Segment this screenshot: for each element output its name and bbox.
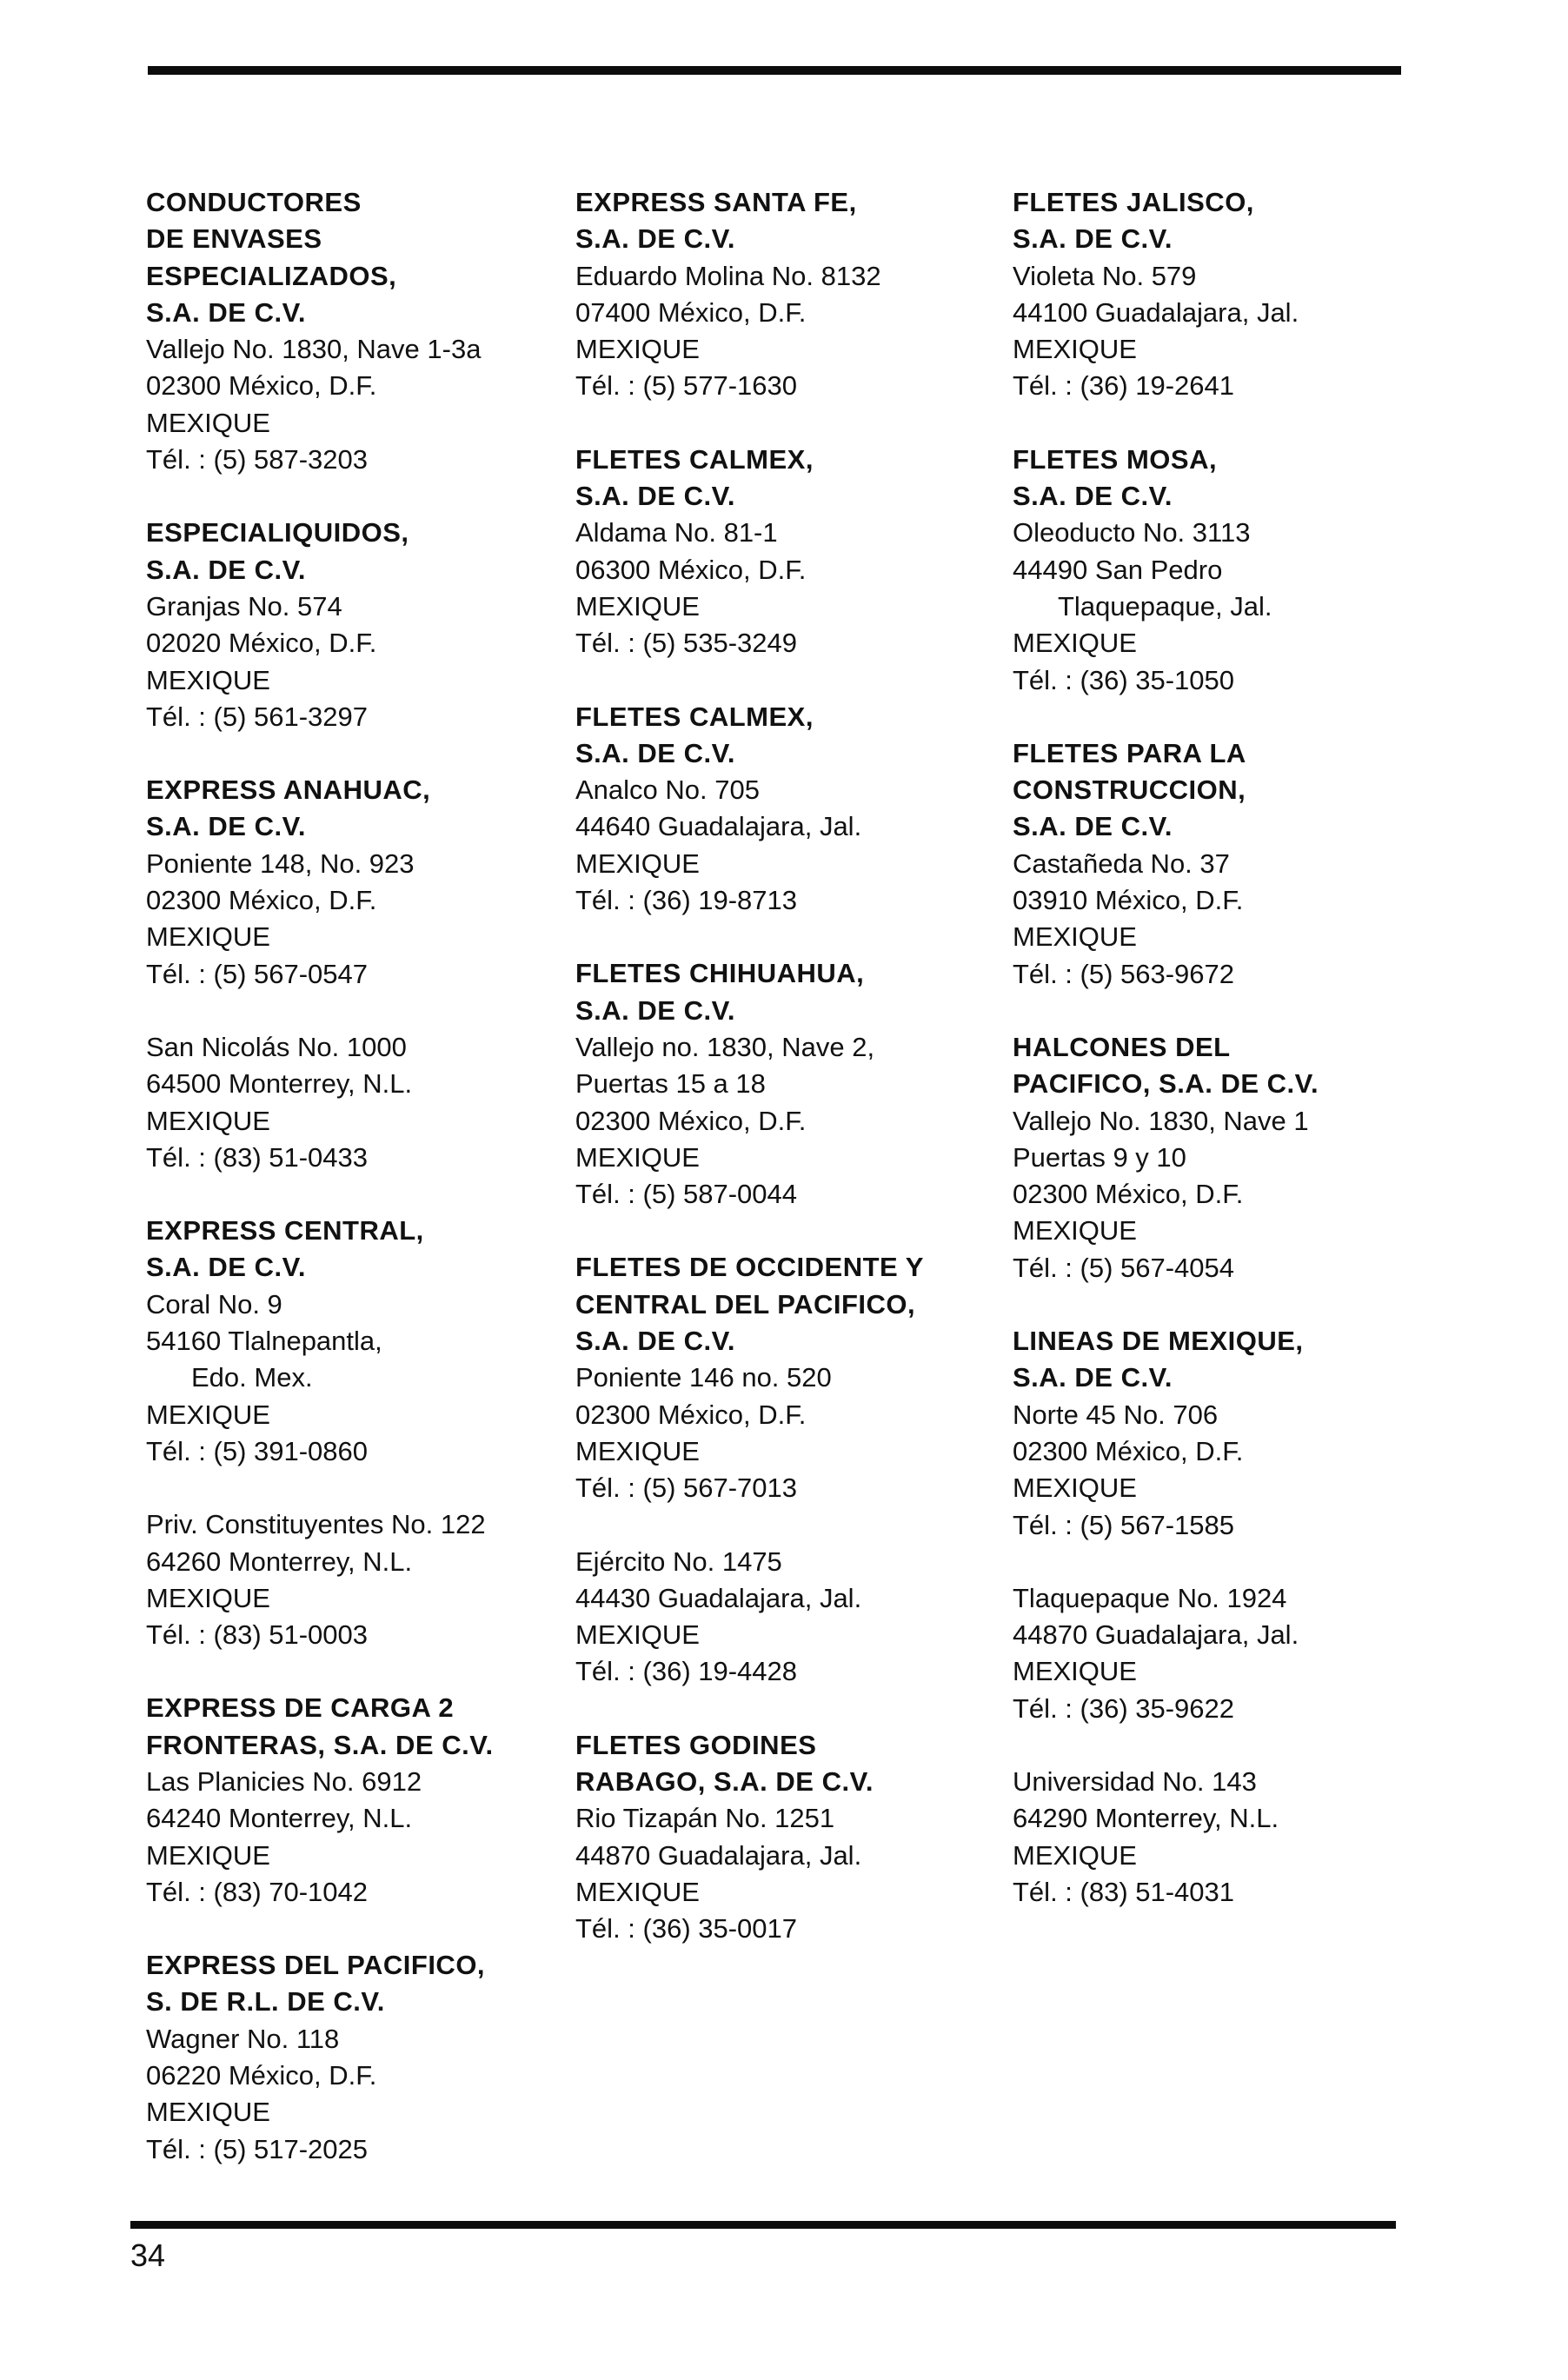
company-name-line: PACIFICO, S.A. DE C.V. bbox=[1013, 1068, 1319, 1100]
company-name-line: S.A. DE C.V. bbox=[575, 223, 736, 255]
address-line: MEXIQUE bbox=[1013, 1656, 1137, 1687]
company-name-line: CONDUCTORES bbox=[146, 187, 362, 217]
address-line: 02300 México, D.F. bbox=[1013, 1435, 1244, 1466]
address-line: Analco No. 705 bbox=[575, 774, 760, 806]
address-line: Tél. : (5) 517-2025 bbox=[146, 2133, 369, 2164]
address-line: MEXIQUE bbox=[575, 1876, 700, 1907]
address-line: Tél. : (5) 567-0547 bbox=[146, 958, 369, 989]
address-line: Edo. Mex. bbox=[191, 1362, 313, 1393]
company-name-line: S.A. DE C.V. bbox=[146, 811, 307, 842]
company-name-line: FLETES GODINES bbox=[575, 1729, 817, 1760]
address-line: 07400 México, D.F. bbox=[575, 296, 807, 328]
address-line: Granjas No. 574 bbox=[146, 590, 342, 622]
address-line: 64500 Monterrey, N.L. bbox=[146, 1068, 413, 1100]
company-name-line: RABAGO, S.A. DE C.V. bbox=[575, 1765, 874, 1797]
address-line: MEXIQUE bbox=[575, 1619, 700, 1651]
top-rule bbox=[148, 66, 1401, 75]
company-entry bbox=[146, 184, 581, 478]
address-line: Tél. : (36) 35-1050 bbox=[1013, 664, 1235, 695]
address-line: Tél. : (83) 51-0003 bbox=[146, 1619, 369, 1651]
company-entry bbox=[146, 1690, 581, 1911]
company-name-line: DE ENVASES bbox=[146, 223, 322, 255]
company-name-line: EXPRESS CENTRAL, bbox=[146, 1215, 424, 1247]
company-name-line: S.A. DE C.V. bbox=[575, 481, 736, 512]
page-number: 34 bbox=[130, 2237, 166, 2273]
company-entry bbox=[575, 442, 1010, 662]
address-line: Tél. : (5) 567-1585 bbox=[1013, 1509, 1235, 1540]
address-line: MEXIQUE bbox=[1013, 1839, 1137, 1871]
address-line: Tlaquepaque, Jal. bbox=[1058, 590, 1272, 622]
company-name-line: ESPECIALIZADOS, bbox=[146, 260, 397, 291]
address-line: MEXIQUE bbox=[575, 334, 700, 365]
address-line: 44100 Guadalajara, Jal. bbox=[1013, 296, 1299, 328]
address-line: Norte 45 No. 706 bbox=[1013, 1399, 1219, 1430]
company-entry bbox=[575, 184, 1010, 405]
address-line: 02020 México, D.F. bbox=[146, 628, 377, 659]
address-line: Tél. : (5) 391-0860 bbox=[146, 1435, 369, 1466]
address-line: Oleoducto No. 3113 bbox=[1013, 517, 1251, 548]
address-line: MEXIQUE bbox=[146, 664, 270, 695]
address-line: Puertas 15 a 18 bbox=[575, 1068, 766, 1100]
address-line: 64240 Monterrey, N.L. bbox=[146, 1803, 413, 1834]
company-name-line: S.A. DE C.V. bbox=[146, 1252, 307, 1283]
company-name-line: S.A. DE C.V. bbox=[575, 1326, 736, 1357]
address-line: 02300 México, D.F. bbox=[146, 370, 377, 402]
company-entry bbox=[575, 1544, 1010, 1691]
address-line: Rio Tizapán No. 1251 bbox=[575, 1803, 835, 1834]
company-name-line: CONSTRUCCION, bbox=[1013, 774, 1246, 806]
company-name-line: FLETES JALISCO, bbox=[1013, 187, 1254, 217]
company-entry bbox=[146, 1029, 581, 1176]
address-line: Puertas 9 y 10 bbox=[1013, 1141, 1186, 1173]
address-line: Tlaquepaque No. 1924 bbox=[1013, 1582, 1287, 1613]
company-name-line: S. DE R.L. DE C.V. bbox=[146, 1986, 385, 2018]
company-entry bbox=[146, 515, 581, 735]
address-line: Tél. : (5) 567-4054 bbox=[1013, 1252, 1235, 1283]
address-line: MEXIQUE bbox=[1013, 628, 1137, 659]
company-name-line: LINEAS DE MEXIQUE, bbox=[1013, 1326, 1304, 1357]
address-line: Wagner No. 118 bbox=[146, 2023, 340, 2054]
company-entry bbox=[575, 699, 1010, 920]
address-line: Tél. : (5) 587-3203 bbox=[146, 444, 369, 475]
company-entry bbox=[1013, 1580, 1447, 1727]
address-line: Tél. : (5) 535-3249 bbox=[575, 628, 798, 659]
address-line: 64290 Monterrey, N.L. bbox=[1013, 1803, 1279, 1834]
company-entry bbox=[1013, 1323, 1447, 1544]
address-line: Tél. : (5) 561-3297 bbox=[146, 701, 369, 732]
address-line: 44870 Guadalajara, Jal. bbox=[1013, 1619, 1299, 1651]
address-line: Tél. : (5) 587-0044 bbox=[575, 1179, 798, 1210]
address-line: 54160 Tlalnepantla, bbox=[146, 1326, 382, 1357]
address-line: MEXIQUE bbox=[146, 407, 270, 438]
directory-column bbox=[575, 184, 1010, 1984]
address-line: Vallejo No. 1830, Nave 1 bbox=[1013, 1105, 1309, 1136]
address-line: Priv. Constituyentes No. 122 bbox=[146, 1509, 486, 1540]
address-line: 44430 Guadalajara, Jal. bbox=[575, 1582, 862, 1613]
address-line: MEXIQUE bbox=[1013, 921, 1137, 953]
company-name-line: EXPRESS DE CARGA 2 bbox=[146, 1692, 455, 1724]
address-line: MEXIQUE bbox=[146, 1399, 270, 1430]
company-name-line: S.A. DE C.V. bbox=[575, 994, 736, 1026]
company-entry bbox=[575, 1249, 1010, 1506]
company-name-line: S.A. DE C.V. bbox=[146, 554, 307, 585]
address-line: Vallejo no. 1830, Nave 2, bbox=[575, 1031, 875, 1062]
company-entry bbox=[1013, 1029, 1447, 1286]
company-entry bbox=[146, 1947, 581, 2168]
address-line: Tél. : (36) 19-2641 bbox=[1013, 370, 1235, 402]
company-name-line: FLETES PARA LA bbox=[1013, 737, 1246, 768]
company-entry bbox=[575, 1727, 1010, 1948]
company-name-line: FLETES CALMEX, bbox=[575, 701, 814, 732]
address-line: MEXIQUE bbox=[1013, 1215, 1137, 1247]
address-line: Tél. : (36) 35-0017 bbox=[575, 1913, 798, 1945]
company-name-line: S.A. DE C.V. bbox=[1013, 811, 1173, 842]
address-line: MEXIQUE bbox=[1013, 334, 1137, 365]
address-line: Ejército No. 1475 bbox=[575, 1546, 782, 1577]
address-line: MEXIQUE bbox=[575, 1435, 700, 1466]
address-line: Las Planicies No. 6912 bbox=[146, 1765, 422, 1797]
address-line: 02300 México, D.F. bbox=[1013, 1179, 1244, 1210]
address-line: Poniente 148, No. 923 bbox=[146, 848, 415, 879]
address-line: Castañeda No. 37 bbox=[1013, 848, 1230, 879]
address-line: Violeta No. 579 bbox=[1013, 260, 1197, 291]
company-entry bbox=[1013, 735, 1447, 993]
company-name-line: EXPRESS SANTA FE, bbox=[575, 187, 857, 217]
company-name-line: FRONTERAS, S.A. DE C.V. bbox=[146, 1729, 494, 1760]
company-name-line: CENTRAL DEL PACIFICO, bbox=[575, 1288, 916, 1320]
directory-column bbox=[146, 184, 581, 2204]
address-line: 02300 México, D.F. bbox=[575, 1105, 807, 1136]
address-line: MEXIQUE bbox=[146, 2097, 270, 2128]
address-line: Tél. : (5) 577-1630 bbox=[575, 370, 798, 402]
address-line: 06220 México, D.F. bbox=[146, 2060, 377, 2091]
company-entry bbox=[146, 1213, 581, 1470]
address-line: Tél. : (83) 51-4031 bbox=[1013, 1876, 1235, 1907]
address-line: MEXIQUE bbox=[146, 1582, 270, 1613]
company-name-line: EXPRESS DEL PACIFICO, bbox=[146, 1950, 486, 1981]
address-line: 44490 San Pedro bbox=[1013, 554, 1223, 585]
address-line: Aldama No. 81-1 bbox=[575, 517, 778, 548]
address-line: MEXIQUE bbox=[146, 921, 270, 953]
company-name-line: FLETES MOSA, bbox=[1013, 443, 1218, 475]
company-entry bbox=[1013, 184, 1447, 405]
address-line: 64260 Monterrey, N.L. bbox=[146, 1546, 413, 1577]
company-name-line: ESPECIALIQUIDOS, bbox=[146, 517, 409, 548]
company-name-line: S.A. DE C.V. bbox=[1013, 223, 1173, 255]
company-name-line: HALCONES DEL bbox=[1013, 1031, 1231, 1062]
company-entry bbox=[146, 772, 581, 993]
address-line: Tél. : (36) 19-4428 bbox=[575, 1656, 798, 1687]
address-line: Vallejo No. 1830, Nave 1-3a bbox=[146, 334, 482, 365]
address-line: Tél. : (5) 567-7013 bbox=[575, 1473, 798, 1504]
address-line: MEXIQUE bbox=[146, 1839, 270, 1871]
address-line: MEXIQUE bbox=[575, 590, 700, 622]
address-line: MEXIQUE bbox=[146, 1105, 270, 1136]
address-line: Poniente 146 no. 520 bbox=[575, 1362, 832, 1393]
company-name-line: FLETES DE OCCIDENTE Y bbox=[575, 1252, 924, 1283]
address-line: 02300 México, D.F. bbox=[575, 1399, 807, 1430]
address-line: Eduardo Molina No. 8132 bbox=[575, 260, 881, 291]
address-line: 44870 Guadalajara, Jal. bbox=[575, 1839, 862, 1871]
company-entry bbox=[575, 955, 1010, 1213]
address-line: San Nicolás No. 1000 bbox=[146, 1031, 407, 1062]
address-line: Universidad No. 143 bbox=[1013, 1765, 1257, 1797]
address-line: 06300 México, D.F. bbox=[575, 554, 807, 585]
address-line: 44640 Guadalajara, Jal. bbox=[575, 811, 862, 842]
company-name-line: EXPRESS ANAHUAC, bbox=[146, 774, 431, 806]
address-line: MEXIQUE bbox=[1013, 1473, 1137, 1504]
address-line: 03910 México, D.F. bbox=[1013, 885, 1244, 916]
bottom-rule bbox=[130, 2221, 1396, 2229]
company-entry bbox=[1013, 442, 1447, 699]
company-name-line: S.A. DE C.V. bbox=[575, 737, 736, 768]
address-line: MEXIQUE bbox=[575, 1141, 700, 1173]
company-name-line: S.A. DE C.V. bbox=[1013, 481, 1173, 512]
address-line: MEXIQUE bbox=[575, 848, 700, 879]
company-name-line: S.A. DE C.V. bbox=[146, 296, 307, 328]
address-line: 02300 México, D.F. bbox=[146, 885, 377, 916]
address-line: Tél. : (36) 19-8713 bbox=[575, 885, 798, 916]
company-name-line: FLETES CALMEX, bbox=[575, 443, 814, 475]
address-line: Tél. : (5) 563-9672 bbox=[1013, 958, 1235, 989]
address-line: Tél. : (83) 70-1042 bbox=[146, 1876, 369, 1907]
company-name-line: S.A. DE C.V. bbox=[1013, 1362, 1173, 1393]
company-entry bbox=[1013, 1764, 1447, 1911]
address-line: Tél. : (36) 35-9622 bbox=[1013, 1692, 1235, 1724]
address-line: Tél. : (83) 51-0433 bbox=[146, 1141, 369, 1173]
company-entry bbox=[146, 1506, 581, 1653]
company-name-line: FLETES CHIHUAHUA, bbox=[575, 958, 865, 989]
address-line: Coral No. 9 bbox=[146, 1288, 282, 1320]
directory-column bbox=[1013, 184, 1447, 1947]
